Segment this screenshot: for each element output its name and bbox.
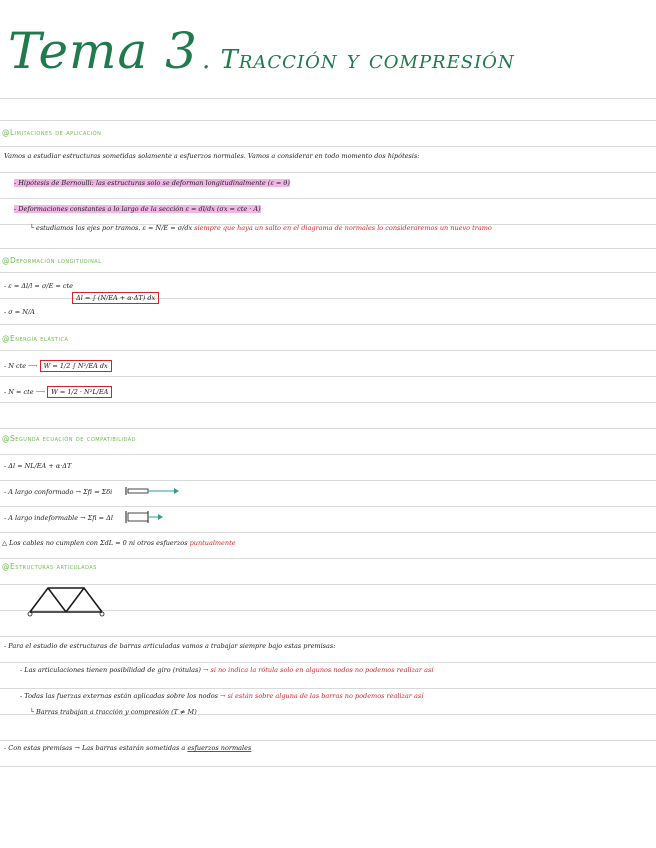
formula-line: - ε = Δl/l = σ/E = cte <box>4 282 73 290</box>
text-line <box>14 205 261 213</box>
page-title <box>8 22 515 80</box>
text-line-part: └ estudiamos los ejes por tramos. ε = N/E = σ/dx <box>30 224 193 232</box>
truss-diagram <box>26 582 106 618</box>
formula-box: W = 1/2 · N²L/EA <box>47 386 112 398</box>
arrow-icon: ⟶ <box>35 388 46 396</box>
text-line: Vamos a estudiar estructuras sometidas solamente a esfuerzos normales. Vamos a considerar en todo momento dos hipótesis: <box>4 152 420 160</box>
text-line-part: - Las articulaciones tienen posibilidad de giro (rótulas) <box>20 666 203 674</box>
highlight-text: - Deformaciones constantes a lo largo de la sección ε = dl/dx (σx = cte · A) <box>14 205 261 213</box>
warning-line <box>2 539 236 547</box>
formula-line <box>4 488 112 496</box>
text-line-part: - Con estas premisas → Las barras estarán sometidas a <box>4 744 188 752</box>
text-line <box>20 666 433 674</box>
red-note: → si están sobre alguna de las barras no podemos realizar así <box>220 692 424 700</box>
text-line <box>14 179 290 187</box>
text-line <box>4 744 251 752</box>
warning-text: △ Los cables no cumplen con ΣdL = 0 ni otros esfuerzos <box>2 539 190 547</box>
text-line-part: - Todas las fuerzas externas están aplicadas sobre los nodos <box>20 692 221 700</box>
underlined-text: esfuerzos normales <box>187 744 252 752</box>
section-heading-energia: @Energía elástica <box>2 334 69 343</box>
red-note: → si no indica la rótula solo en algunos nodos no podemos realizar así <box>203 666 434 674</box>
formula-line <box>4 386 112 398</box>
formula-line: - σ = N/A <box>4 308 35 316</box>
text-line <box>30 224 492 232</box>
formula-label: - N cte <box>4 362 27 370</box>
formula-label: - A largo indeformable → Σfi = Δl <box>4 514 113 522</box>
red-note: puntualmente <box>189 539 236 547</box>
formula-box: Δl = ∫ (N/EA + α·ΔT) dx <box>72 292 159 304</box>
text-line: - Para el estudio de estructuras de barras articuladas vamos a trabajar siempre bajo estas premisas: <box>4 642 336 650</box>
bar-sketch-icon <box>124 510 164 524</box>
formula-box: W = 1/2 ∫ N²/EA dx <box>40 360 112 372</box>
formula-box-container <box>72 292 159 304</box>
bar-sketch-icon <box>124 486 180 496</box>
section-heading-limitaciones: @Limitaciones de aplicación <box>2 128 102 137</box>
section-heading-compatibilidad: @Segunda ecuación de compatibilidad <box>2 434 137 443</box>
formula-line <box>4 514 113 522</box>
title-sub: . Tracción y compresión <box>201 45 515 75</box>
section-heading-deformacion: @Deformación longitudinal <box>2 256 102 265</box>
title-main: Tema 3 <box>8 22 198 80</box>
formula-label: - A largo conformado → Σfi = Σδi <box>4 488 113 496</box>
text-line: └ Barras trabajan a tracción y compresión (T ≠ M) <box>30 708 197 716</box>
text-line <box>20 692 423 700</box>
formula-line <box>4 360 112 372</box>
formula-line: - Δl = NL/EA + α·ΔT <box>4 462 72 470</box>
highlight-text: - Hipótesis de Bernoulli: las estructuras solo se deforman longitudinalmente (ε = θ) <box>14 179 290 187</box>
red-note: siempre que haya un salto en el diagrama de normales lo consideraremos un nuevo tramo <box>194 224 492 232</box>
section-heading-estructuras: @Estructuras articuladas <box>2 562 97 571</box>
formula-label: - N = cte <box>4 388 34 396</box>
arrow-icon: ⟶ <box>28 362 38 370</box>
